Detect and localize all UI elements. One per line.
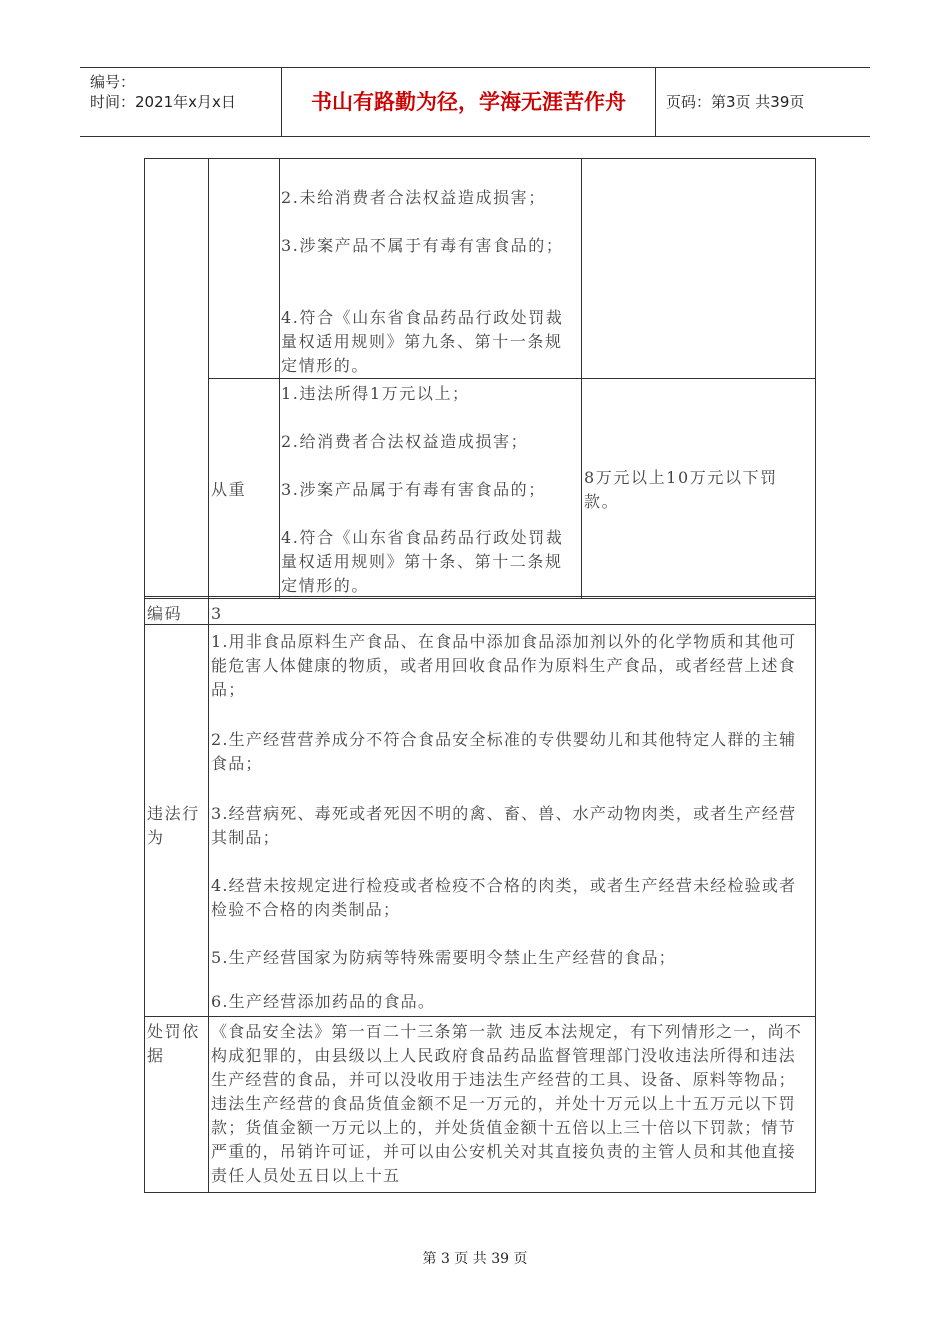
header-motto: 书山有路勤为径，学海无涯苦作舟: [282, 68, 656, 136]
mitigated-condition: 4.符合《山东省食品药品行政处罚裁量权适用规则》第九条、第十一条规定情形的。: [281, 308, 564, 375]
aggravated-condition: 2.给消费者合法权益造成损害；: [281, 432, 529, 451]
header-meta: [80, 68, 282, 136]
header-page-number: 页码：第3页 共39页: [666, 93, 805, 111]
basis-label: 处罚依据: [147, 1022, 200, 1065]
aggravated-level-label: 从重: [211, 480, 247, 499]
table-divider: [208, 598, 209, 1193]
table-border-right: [815, 158, 816, 1193]
violations-label: 违法行为: [147, 804, 200, 847]
basis-text: 《食品安全法》第一百二十三条第一款 违反本法规定，有下列情形之一，尚不构成犯罪的，由县级以上人民政府食品药品监督管理部门没收违法所得和违法生产经营的食品，并可以没收用于违法生产经营的工具、设备、原料等物品；违法生产经营的食品货值金额不足一万元的，并处十万元以上十五万元以下罚款；货值金额一万元以上的，并处货值金额十五倍以上三十倍以下罚款；情节严重的，吊销许可证，并可以由公安机关对其直接负责的主管人员和其他直接责任人员处五日以上十五: [211, 1022, 803, 1185]
table-row-divider: [144, 1016, 816, 1017]
table-border-top: [144, 158, 816, 159]
aggravated-condition: 1.违法所得1万元以上；: [281, 384, 470, 403]
violation-item: 2.生产经营营养成分不符合食品安全标准的专供婴幼儿和其他特定人群的主辅食品；: [211, 730, 797, 773]
violation-item: 5.生产经营国家为防病等特殊需要明令禁止生产经营的食品；: [211, 948, 676, 967]
document-date: 时间：2021年x月x日: [90, 93, 236, 111]
violation-item: 6.生产经营添加药品的食品。: [211, 992, 436, 1011]
table-row-divider: [144, 598, 816, 599]
table-border-left: [144, 158, 145, 1193]
page-header: [80, 67, 870, 137]
mitigated-condition: 2.未给消费者合法权益造成损害；: [281, 188, 546, 207]
violation-item: 4.经营未按规定进行检疫或者检疫不合格的肉类，或者生产经营未经检验或者检验不合格的肉类制品；: [211, 876, 797, 919]
code-label: 编码: [147, 604, 183, 623]
document-number-label: 编号：: [90, 73, 136, 91]
code-value: 3: [211, 604, 223, 623]
table-border-bottom: [144, 1192, 816, 1193]
mitigated-condition: 3.涉案产品不属于有毒有害食品的；: [281, 236, 564, 255]
aggravated-condition: 3.涉案产品属于有毒有害食品的；: [281, 480, 546, 499]
page-footer: 第 3 页 共 39 页: [422, 1251, 528, 1267]
violation-item: 3.经营病死、毒死或者死因不明的禽、畜、兽、水产动物肉类，或者生产经营其制品；: [211, 804, 797, 847]
aggravated-penalty: 8万元以上10万元以下罚款。: [584, 468, 778, 511]
table-row-divider: [208, 378, 815, 379]
aggravated-condition: 4.符合《山东省食品药品行政处罚裁量权适用规则》第十条、第十二条规定情形的。: [281, 528, 564, 595]
violation-item: 1.用非食品原料生产食品、在食品中添加食品添加剂以外的化学物质和其他可能危害人体健康的物质，或者用回收食品作为原料生产食品，或者经营上述食品；: [211, 632, 797, 699]
